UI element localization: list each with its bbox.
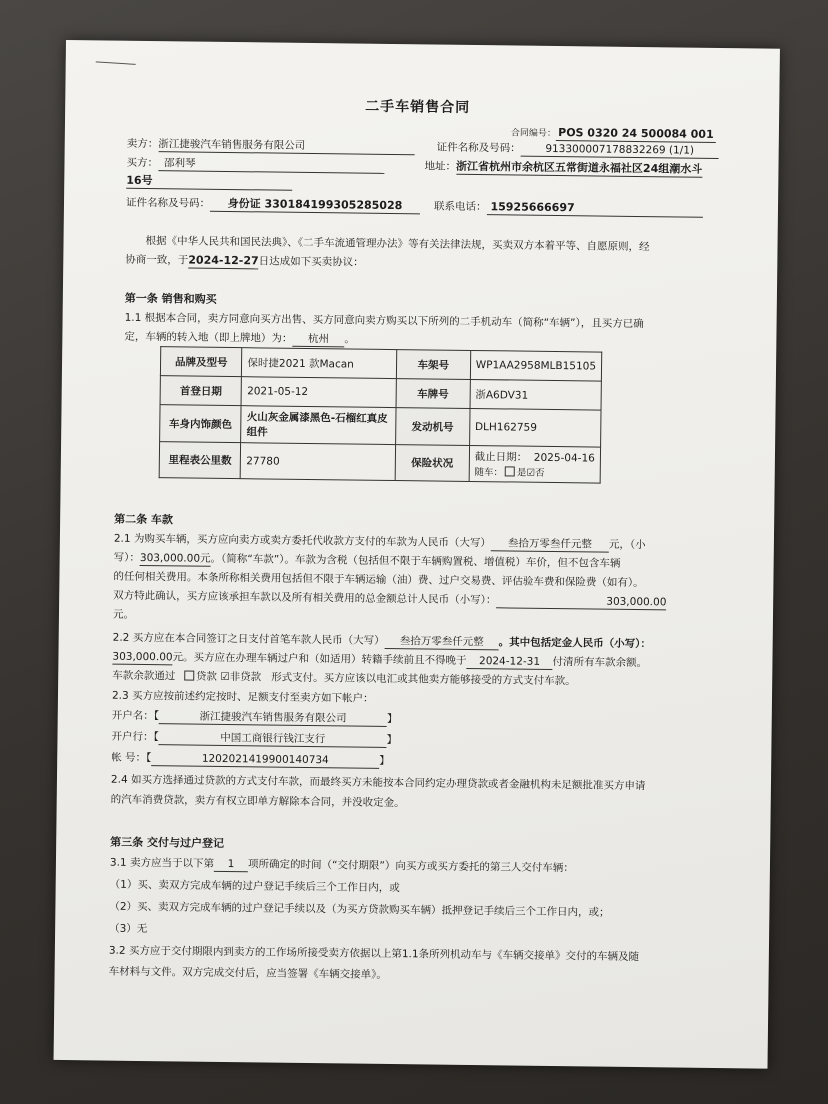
article2-title: 第二条 车款 xyxy=(114,512,174,527)
clause-2-3: 2.3 买方应按前述约定按时、足额支付至卖方如下帐户： xyxy=(111,689,374,705)
plate-label: 车牌号 xyxy=(396,379,470,409)
buyer-address-row: 地址：浙江省杭州市余杭区五常街道永福社区24组潮水斗 xyxy=(424,159,703,176)
brand-label: 品牌及型号 xyxy=(160,347,242,377)
yes-checkbox-icon xyxy=(505,466,515,476)
color-label: 车身内饰颜色 xyxy=(160,405,242,443)
clause-3-2-line2: 车材料与文件。双方完成交付后，应当签署《车辆交接单》。 xyxy=(108,965,387,981)
insurance-label: 保险状况 xyxy=(395,445,469,482)
vin-label: 车架号 xyxy=(396,350,470,380)
vehicle-info-table xyxy=(159,346,603,483)
clause-3-2-line1: 3.2 买方应于交付期限内到卖方的工作场所接受卖方依据以上第1.1条所列机动车与《车辆交接单》交付的车辆及随 xyxy=(108,944,640,964)
engine-label: 发动机号 xyxy=(395,408,469,446)
contract-paper xyxy=(54,40,780,1069)
first-reg-label: 首登日期 xyxy=(160,376,242,406)
clause-2-1-line1: 2.1 为购买车辆，买方应向卖方或卖方委托代收款方支付的车款为人民币（大写） 叁拾万零叁仟元整 元，（小 xyxy=(113,532,646,552)
pen-mark xyxy=(96,61,136,65)
mileage-value: 27780 xyxy=(241,443,396,481)
contract-number: 合同编号： POS 0320 24 500084 001 xyxy=(511,125,716,143)
clause-2-2-line1: 2.2 买方应在本合同签订之日支付首笔车款人民币（大写） 叁拾万零叁仟元整 。其中包括定金人民币（小写）： xyxy=(112,631,652,651)
buyer-address-line2: 16号 xyxy=(126,174,292,191)
clause-2-4-line2: 的汽车消费贷款，卖方有权立即单方解除本合同，并没收定金。 xyxy=(110,793,405,810)
article3-title: 第三条 交付与过户登记 xyxy=(110,835,225,850)
clause-1-1-line2: 定，车辆的转入地（即上牌地）为： 杭州 。 xyxy=(124,330,355,346)
clause-3-1-line1: 3.1 卖方应当于以下第 1 项所确定的时间（“交付期限”）向买方或买方委托的第三人交付车辆： xyxy=(109,856,574,875)
intro-line2: 协商一致，于2024-12-27日达成如下买卖协议： xyxy=(125,253,364,269)
vin-value: WP1AA2958MLB15105 xyxy=(470,350,602,381)
brand-value: 保时捷2021 款Macan xyxy=(242,348,397,379)
clause-3-1-option2: （2）买、卖双方完成车辆的过户登记手续以及（为买方贷款购买车辆）抵押登记手续后三个工作日内，或； xyxy=(109,900,610,919)
mileage-label: 里程表公里数 xyxy=(159,442,241,479)
buyer-id-row: 证件名称及号码： 身份证 330184199305285028 xyxy=(126,196,420,215)
plate-value: 浙A6DV31 xyxy=(470,379,602,410)
engine-value: DLH162759 xyxy=(469,408,601,447)
loan-checkbox-icon xyxy=(184,670,194,680)
clause-2-1-line4: 双方特此确认，买方应该承担车款以及所有相关费用的总金额总计人民币（小写）： 303,000.00 xyxy=(113,589,667,609)
no-checkbox-icon: ☑ xyxy=(526,467,536,479)
seller-row: 卖方：浙江捷骏汽车销售服务有限公司 xyxy=(127,137,415,156)
clause-1-1-line1: 1.1 根据本合同，卖方同意向买方出售、买方同意向卖方购买以下所列的二手机动车（简称“车辆”），且买方已确 xyxy=(124,311,644,331)
clause-2-4-line1: 2.4 如买方选择通过贷款的方式支付车款，而最终买方未能按本合同约定办理贷款或者金融机构未足额批准买方申请 xyxy=(110,773,646,793)
account-name-row: 开户名：【 浙江捷骏汽车销售服务有限公司 】 xyxy=(111,709,398,726)
insurance-value: 截止日期： 2025-04-16 随车： 是☑否 xyxy=(469,445,601,483)
color-value: 火山灰金属漆黑色-石榴红真皮组件 xyxy=(241,406,396,445)
buyer-row: 买方： 邵利琴 xyxy=(126,156,384,174)
clause-3-1-option1: （1）买、卖双方完成车辆的过户登记手续后三个工作日内，或 xyxy=(109,878,400,895)
account-number-row: 帐 号：【 1202021419900140734 】 xyxy=(111,751,390,768)
nonloan-checkbox-icon: ☑ xyxy=(220,670,230,684)
phone-row: 联系电话： 15925666697 xyxy=(434,200,703,218)
clause-3-1-option3: （3）无 xyxy=(109,922,148,936)
first-reg-value: 2021-05-12 xyxy=(241,377,396,408)
clause-2-2-line2: 303,000.00元。买方应在办理车辆过户和（如适用）转籍手续前且不得晚于 2024-12-31 付清所有车款余额。 xyxy=(112,650,648,670)
article1-title: 第一条 销售和购买 xyxy=(124,291,217,306)
clause-2-1-line5: 元。 xyxy=(112,608,135,621)
seller-id-row: 证件名称及号码： 913300007178832269 (1/1) xyxy=(437,141,719,159)
clause-2-1-line2: 写）：303,000.00元。（简称“车款”）。车款为含税（包括但不限于车辆购置税、增值税）车价，但不包含车辆 xyxy=(113,551,621,570)
clause-2-1-line3: 的任何相关费用。本条所称相关费用包括但不限于车辆运输（油）费、过户交易费、评估验车费和保险费（如有）。 xyxy=(113,570,644,590)
intro-line1: 根据《中华人民共和国民法典》、《二手车流通管理办法》等有关法律法规，买卖双方本着平等、自愿原则，经 xyxy=(145,234,650,254)
page-title: 二手车销售合同 xyxy=(365,98,471,116)
clause-2-2-line3: 车款余款通过 贷款 ☑非贷款 形式支付。买方应该以电汇或其他卖方能够接受的方式支付车款。 xyxy=(112,669,576,688)
bank-row: 开户行：【 中国工商银行钱江支行 】 xyxy=(111,730,398,747)
